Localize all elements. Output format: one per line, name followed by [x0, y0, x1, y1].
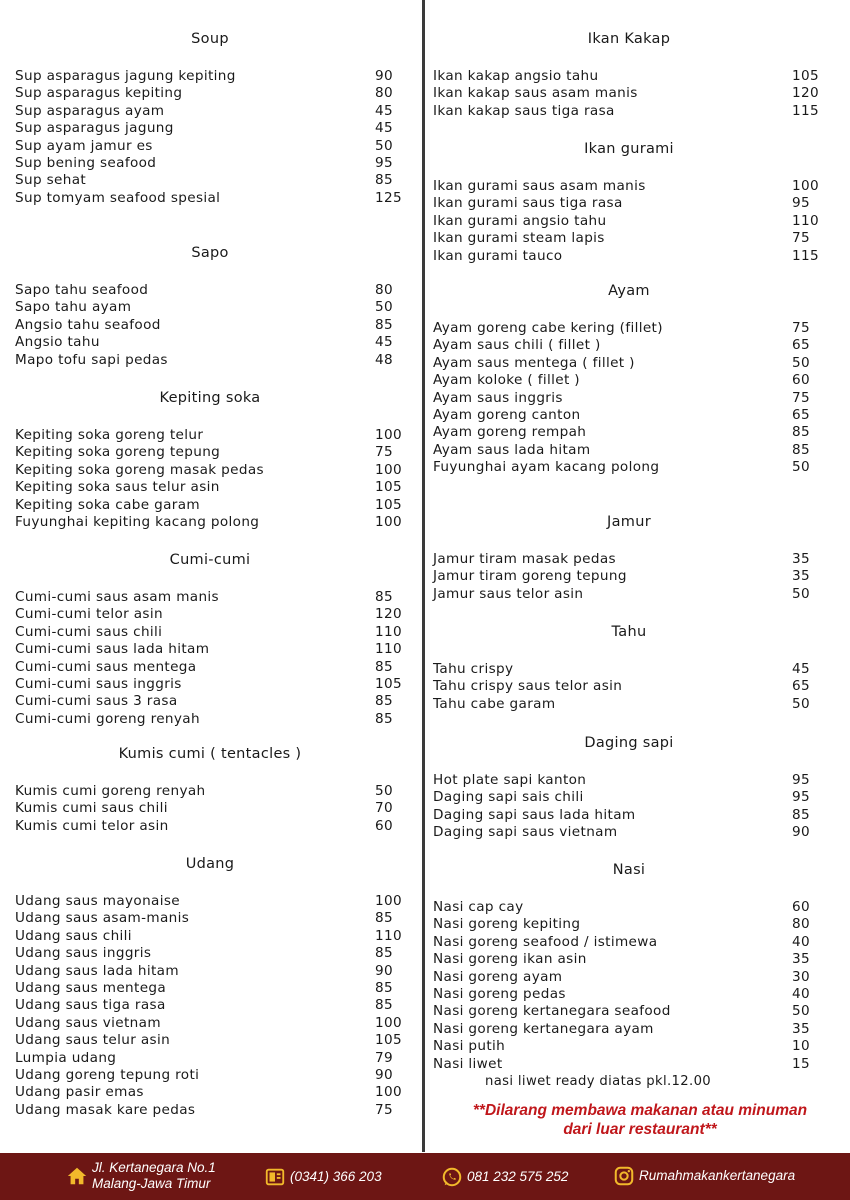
menu-item — [15, 479, 405, 496]
section-kumis-cumi — [15, 745, 405, 835]
menu-item — [433, 178, 825, 195]
menu-item-price: 65 — [792, 406, 810, 423]
menu-item-list — [433, 320, 825, 477]
menu-item-price: 45 — [792, 661, 810, 677]
section-sapo — [15, 244, 405, 369]
menu-item — [433, 103, 825, 120]
section-title: Daging sapi — [584, 735, 674, 751]
menu-item — [15, 155, 405, 172]
menu-item — [15, 444, 405, 461]
menu-item-list — [15, 282, 405, 369]
section-soup — [15, 30, 405, 207]
section-title: Ikan gurami — [584, 141, 674, 157]
menu-item — [15, 963, 405, 980]
menu-item-name: Kepiting soka saus telur asin — [15, 479, 220, 496]
menu-item — [433, 807, 825, 824]
menu-item-name: Ikan gurami angsio tahu — [433, 212, 607, 229]
warning-line-2: dari luar restaurant** — [563, 1121, 717, 1138]
menu-item — [15, 711, 405, 728]
menu-item-name: Udang pasir emas — [15, 1084, 144, 1101]
menu-item — [433, 586, 825, 603]
menu-item — [433, 1021, 825, 1038]
menu-item — [15, 945, 405, 962]
menu-item-name: Jamur saus telor asin — [433, 585, 584, 602]
menu-item-name: Udang saus chili — [15, 927, 132, 944]
menu-item — [433, 213, 825, 230]
menu-item-price: 75 — [792, 320, 810, 336]
menu-item-price: 85 — [375, 693, 393, 710]
menu-item-name: Cumi-cumi saus asam manis — [15, 589, 219, 605]
menu-item-price: 100 — [375, 893, 402, 909]
menu-item-price: 85 — [375, 589, 393, 605]
menu-item-price: 50 — [792, 585, 810, 602]
menu-item-price: 85 — [792, 806, 810, 823]
menu-item-name: Udang saus mentega — [15, 979, 167, 996]
menu-item-list — [15, 893, 405, 1119]
menu-item-name: Nasi goreng kertanegara ayam — [433, 1020, 654, 1037]
menu-item-name: Kepiting soka cabe garam — [15, 496, 200, 513]
menu-item-name: Ikan gurami tauco — [433, 247, 563, 264]
section-cumi-cumi — [15, 551, 405, 728]
menu-item — [15, 910, 405, 927]
menu-item — [15, 299, 405, 316]
menu-item-name: Sup tomyam seafood spesial — [15, 189, 221, 206]
menu-item — [15, 800, 405, 817]
menu-item — [433, 248, 825, 265]
menu-item-price: 100 — [792, 178, 819, 194]
menu-item-name: Udang saus mayonaise — [15, 893, 181, 909]
menu-item — [433, 459, 825, 476]
menu-item-price: 48 — [375, 351, 393, 368]
menu-item-price: 110 — [375, 927, 402, 944]
menu-item — [15, 172, 405, 189]
menu-item-name: Daging sapi saus lada hitam — [433, 806, 636, 823]
menu-item-price: 75 — [375, 444, 393, 461]
menu-item-price: 50 — [375, 137, 393, 154]
column-divider — [422, 0, 425, 1152]
contact-footer — [0, 1153, 850, 1200]
menu-item-name: Sapo tahu seafood — [15, 282, 149, 298]
footer-whatsapp[interactable] — [441, 1166, 568, 1188]
instagram-handle: Rumahmakankertanegara — [639, 1168, 796, 1183]
menu-item-price: 50 — [792, 354, 810, 371]
menu-item-name: Sup sehat — [15, 172, 87, 189]
section-title: Soup — [191, 31, 229, 47]
menu-item-name: Ayam saus inggris — [433, 389, 563, 406]
whatsapp-number: 081 232 575 252 — [467, 1169, 569, 1184]
menu-item-price: 85 — [375, 910, 393, 927]
menu-item-name: Ikan kakap angsio tahu — [433, 68, 599, 84]
menu-item-name: Ikan gurami saus asam manis — [433, 178, 646, 194]
menu-item-price: 75 — [375, 1101, 393, 1118]
menu-item-name: Tahu cabe garam — [433, 695, 556, 712]
menu-item — [433, 424, 825, 441]
menu-item-price: 45 — [375, 102, 393, 119]
menu-item — [15, 1102, 405, 1119]
phone-icon — [264, 1166, 286, 1188]
menu-item-name: Ikan kakap saus tiga rasa — [433, 102, 615, 119]
menu-item-price: 90 — [375, 962, 393, 979]
menu-item-price: 85 — [375, 945, 393, 962]
section-tahu — [433, 623, 825, 713]
menu-item-price: 60 — [792, 372, 810, 389]
menu-item — [15, 334, 405, 351]
menu-item-name: Nasi cap cay — [433, 899, 524, 915]
menu-item — [15, 427, 405, 444]
menu-item-price: 65 — [792, 337, 810, 354]
section-title: Jamur — [607, 514, 651, 530]
section-title: Nasi — [612, 862, 646, 878]
menu-item-price: 110 — [792, 212, 819, 229]
menu-item-price: 100 — [375, 427, 402, 443]
menu-item — [433, 678, 825, 695]
menu-item-list — [433, 551, 825, 603]
menu-item-name: Cumi-cumi saus mentega — [15, 658, 197, 675]
menu-item-price: 60 — [792, 899, 810, 915]
menu-item-name: Udang saus inggris — [15, 945, 152, 962]
menu-item — [433, 986, 825, 1003]
menu-item-name: Jamur tiram goreng tepung — [433, 568, 627, 585]
menu-item-price: 35 — [792, 551, 810, 567]
menu-item-price: 40 — [792, 985, 810, 1002]
menu-item-price: 85 — [375, 658, 393, 675]
menu-item — [15, 693, 405, 710]
menu-item-price: 40 — [792, 933, 810, 950]
menu-item-list — [15, 427, 405, 531]
section-ayam — [433, 282, 825, 477]
menu-item-name: Kumis cumi telor asin — [15, 817, 169, 834]
menu-item-price: 110 — [375, 641, 402, 658]
menu-item-name: Hot plate sapi kanton — [433, 772, 587, 788]
menu-item — [433, 696, 825, 713]
menu-item-price: 50 — [792, 459, 810, 476]
menu-item-name: Nasi putih — [433, 1038, 506, 1055]
section-title: Ikan Kakap — [587, 31, 671, 47]
warning-line-1: **Dilarang membawa makanan atau minuman — [472, 1102, 808, 1119]
menu-item-name: Angsio tahu — [15, 334, 100, 351]
menu-item-price: 15 — [792, 1055, 810, 1072]
menu-item-name: Udang saus tiga rasa — [15, 997, 166, 1014]
menu-item-price: 85 — [375, 710, 393, 727]
menu-item-price: 95 — [375, 154, 393, 171]
section-nasi — [433, 861, 825, 1073]
menu-item — [15, 893, 405, 910]
menu-item-name: Nasi goreng ikan asin — [433, 951, 587, 968]
menu-item-name: Daging sapi saus vietnam — [433, 824, 618, 841]
menu-item-price: 120 — [792, 85, 819, 102]
menu-item-price: 35 — [792, 568, 810, 585]
menu-item — [433, 951, 825, 968]
menu-item-name: Cumi-cumi saus chili — [15, 623, 163, 640]
menu-item-price: 50 — [375, 299, 393, 316]
menu-item-name: Udang saus telur asin — [15, 1032, 171, 1049]
menu-item — [15, 589, 405, 606]
menu-item-name: Kepiting soka goreng tepung — [15, 444, 221, 461]
menu-item-name: Udang saus vietnam — [15, 1014, 161, 1031]
menu-item-price: 35 — [792, 951, 810, 968]
menu-item — [433, 1056, 825, 1073]
menu-item-price: 105 — [375, 1032, 402, 1049]
menu-item-price: 50 — [375, 783, 393, 799]
outside-food-warning — [440, 1101, 840, 1139]
menu-item-name: Sup asparagus kepiting — [15, 85, 183, 102]
menu-item-name: Ayam saus lada hitam — [433, 441, 591, 458]
menu-item-price: 85 — [792, 424, 810, 441]
menu-item — [433, 337, 825, 354]
address-line-1: Jl. Kertanegara No.1 — [92, 1160, 216, 1175]
menu-item-price: 50 — [792, 1003, 810, 1020]
menu-item — [433, 824, 825, 841]
menu-item-price: 35 — [792, 1020, 810, 1037]
menu-item-name: Tahu crispy — [433, 661, 514, 677]
menu-item-price: 45 — [375, 334, 393, 351]
instagram-icon — [613, 1165, 635, 1187]
menu-item-name: Angsio tahu seafood — [15, 316, 161, 333]
menu-item-price: 75 — [792, 389, 810, 406]
menu-item-price: 50 — [792, 695, 810, 712]
menu-item — [15, 818, 405, 835]
menu-item — [15, 1084, 405, 1101]
menu-item — [15, 980, 405, 997]
menu-item-price: 85 — [375, 172, 393, 189]
menu-item — [15, 1067, 405, 1084]
menu-item-list — [433, 772, 825, 842]
menu-item-name: Ikan gurami steam lapis — [433, 230, 605, 247]
footer-address — [66, 1160, 216, 1192]
section-title: Kepiting soka — [159, 390, 261, 406]
menu-item-price: 80 — [375, 282, 393, 298]
menu-item-price: 100 — [375, 461, 402, 478]
menu-item-name: Nasi goreng kepiting — [433, 916, 581, 933]
menu-item-price: 95 — [792, 772, 810, 788]
menu-item — [15, 138, 405, 155]
phone-number: (0341) 366 203 — [290, 1169, 382, 1184]
menu-item-price: 100 — [375, 513, 402, 530]
menu-item — [433, 551, 825, 568]
menu-item — [433, 372, 825, 389]
menu-item-price: 10 — [792, 1038, 810, 1055]
menu-item-name: Ayam goreng canton — [433, 406, 581, 423]
menu-item-name: Udang masak kare pedas — [15, 1101, 196, 1118]
menu-item-list — [433, 178, 825, 265]
menu-item-price: 80 — [375, 85, 393, 102]
menu-item-name: Cumi-cumi goreng renyah — [15, 710, 200, 727]
menu-item-name: Kepiting soka goreng telur — [15, 427, 204, 443]
menu-item-list — [433, 661, 825, 713]
menu-item-name: Ayam koloke ( fillet ) — [433, 372, 580, 389]
menu-item — [15, 514, 405, 531]
menu-item — [15, 783, 405, 800]
menu-item-name: Sup bening seafood — [15, 154, 157, 171]
menu-item-price: 90 — [792, 824, 810, 841]
menu-item-name: Cumi-cumi saus inggris — [15, 675, 182, 692]
menu-item-name: Ayam saus chili ( fillet ) — [433, 337, 601, 354]
section-kepiting-soka — [15, 389, 405, 531]
menu-item-name: Ayam saus mentega ( fillet ) — [433, 354, 635, 371]
home-icon — [66, 1165, 88, 1187]
menu-item — [15, 103, 405, 120]
menu-item — [15, 997, 405, 1014]
menu-item-price: 100 — [375, 1084, 402, 1101]
menu-item-name: Nasi liwet — [433, 1055, 503, 1072]
section-title: Cumi-cumi — [169, 552, 251, 568]
menu-item — [15, 676, 405, 693]
menu-item-name: Daging sapi sais chili — [433, 789, 584, 806]
footer-phone[interactable] — [264, 1166, 382, 1188]
menu-item-name: Nasi goreng seafood / istimewa — [433, 933, 658, 950]
menu-item — [15, 497, 405, 514]
menu-item-name: Nasi goreng kertanegara seafood — [433, 1003, 671, 1020]
section-ikan-kakap — [433, 30, 825, 120]
menu-item — [15, 85, 405, 102]
menu-item-name: Sup asparagus jagung — [15, 120, 174, 137]
menu-item — [433, 789, 825, 806]
menu-item-price: 120 — [375, 606, 402, 623]
menu-item-price: 115 — [792, 102, 819, 119]
menu-item-name: Cumi-cumi telor asin — [15, 606, 163, 623]
menu-item-name: Sup ayam jamur es — [15, 137, 153, 154]
menu-item-price: 80 — [792, 916, 810, 933]
menu-item-price: 30 — [792, 968, 810, 985]
section-daging-sapi — [433, 734, 825, 842]
menu-item-name: Sapo tahu ayam — [15, 299, 132, 316]
menu-item-name: Tahu crispy saus telor asin — [433, 678, 623, 695]
menu-item — [433, 934, 825, 951]
menu-item-price: 60 — [375, 817, 393, 834]
menu-item-price: 65 — [792, 678, 810, 695]
menu-item — [15, 624, 405, 641]
menu-item-name: Sup asparagus jagung kepiting — [15, 68, 236, 84]
menu-item — [15, 1032, 405, 1049]
menu-item-name: Cumi-cumi saus 3 rasa — [15, 693, 178, 710]
menu-item — [433, 407, 825, 424]
menu-item-name: Fuyunghai kepiting kacang polong — [15, 513, 260, 530]
menu-item — [15, 68, 405, 85]
menu-item-name: Ikan kakap saus asam manis — [433, 85, 638, 102]
section-title: Kumis cumi ( tentacles ) — [118, 746, 302, 762]
menu-item — [15, 659, 405, 676]
menu-item-name: Cumi-cumi saus lada hitam — [15, 641, 210, 658]
menu-item-price: 100 — [375, 1014, 402, 1031]
menu-item-name: Jamur tiram masak pedas — [433, 551, 616, 567]
footer-instagram[interactable] — [613, 1165, 795, 1187]
menu-item-name: Nasi goreng pedas — [433, 985, 566, 1002]
menu-item — [15, 641, 405, 658]
menu-item-price: 85 — [792, 441, 810, 458]
menu-item-name: Ayam goreng rempah — [433, 424, 587, 441]
menu-item — [433, 68, 825, 85]
whatsapp-icon — [441, 1166, 463, 1188]
menu-item-price: 110 — [375, 623, 402, 640]
menu-item-price: 85 — [375, 997, 393, 1014]
menu-item-price: 105 — [792, 68, 819, 84]
menu-item-list — [15, 589, 405, 728]
section-title: Udang — [185, 856, 235, 872]
section-title: Ayam — [608, 283, 650, 299]
liwet-note: nasi liwet ready diatas pkl.12.00 — [485, 1074, 712, 1089]
menu-item-name: Kumis cumi saus chili — [15, 800, 168, 817]
menu-item-price: 85 — [375, 316, 393, 333]
menu-item-price: 85 — [375, 979, 393, 996]
menu-item — [433, 916, 825, 933]
menu-item — [433, 772, 825, 789]
menu-item-price: 75 — [792, 230, 810, 247]
menu-item-price: 95 — [792, 195, 810, 212]
menu-item — [433, 661, 825, 678]
menu-item-list — [15, 783, 405, 835]
menu-item — [15, 317, 405, 334]
menu-item-name: Ayam goreng cabe kering (fillet) — [433, 320, 663, 336]
menu-item — [433, 899, 825, 916]
menu-item-price: 95 — [792, 789, 810, 806]
menu-item-name: Udang saus lada hitam — [15, 962, 179, 979]
menu-item — [433, 568, 825, 585]
menu-item — [433, 442, 825, 459]
menu-item-name: Nasi goreng ayam — [433, 968, 563, 985]
section-ikan-gurami — [433, 140, 825, 265]
menu-item-name: Udang saus asam-manis — [15, 910, 190, 927]
menu-item — [433, 390, 825, 407]
menu-item — [15, 1050, 405, 1067]
menu-item-price: 105 — [375, 496, 402, 513]
menu-item-price: 70 — [375, 800, 393, 817]
menu-item — [433, 1038, 825, 1055]
menu-item-price: 79 — [375, 1049, 393, 1066]
section-title: Sapo — [191, 245, 229, 261]
menu-item-name: Ikan gurami saus tiga rasa — [433, 195, 623, 212]
menu-item — [15, 1015, 405, 1032]
menu-item-name: Mapo tofu sapi pedas — [15, 351, 168, 368]
menu-item — [15, 352, 405, 369]
menu-item — [15, 120, 405, 137]
menu-item-price: 90 — [375, 1066, 393, 1083]
menu-item-price: 90 — [375, 68, 393, 84]
menu-item-name: Udang goreng tepung roti — [15, 1066, 200, 1083]
menu-item-list — [433, 899, 825, 1073]
menu-item-name: Fuyunghai ayam kacang polong — [433, 459, 660, 476]
menu-item — [15, 606, 405, 623]
menu-item-list — [433, 68, 825, 120]
menu-item-price: 115 — [792, 247, 819, 264]
section-jamur — [433, 513, 825, 603]
menu-item-name: Kumis cumi goreng renyah — [15, 783, 206, 799]
menu-item-price: 105 — [375, 675, 402, 692]
menu-item-name: Kepiting soka goreng masak pedas — [15, 461, 264, 478]
menu-item — [15, 282, 405, 299]
section-udang — [15, 855, 405, 1119]
section-title: Tahu — [611, 624, 647, 640]
menu-item — [433, 230, 825, 247]
menu-item-name: Lumpia udang — [15, 1049, 117, 1066]
address-line-2: Malang-Jawa Timur — [92, 1176, 211, 1191]
menu-item — [15, 190, 405, 207]
menu-item — [433, 969, 825, 986]
menu-item-price: 125 — [375, 189, 402, 206]
menu-item — [433, 355, 825, 372]
menu-item — [433, 320, 825, 337]
menu-item-price: 45 — [375, 120, 393, 137]
menu-item — [433, 1003, 825, 1020]
menu-item — [433, 195, 825, 212]
menu-item — [15, 462, 405, 479]
menu-item — [15, 928, 405, 945]
menu-item-list — [15, 68, 405, 207]
menu-item-price: 105 — [375, 479, 402, 496]
menu-item — [433, 85, 825, 102]
menu-item-name: Sup asparagus ayam — [15, 102, 165, 119]
